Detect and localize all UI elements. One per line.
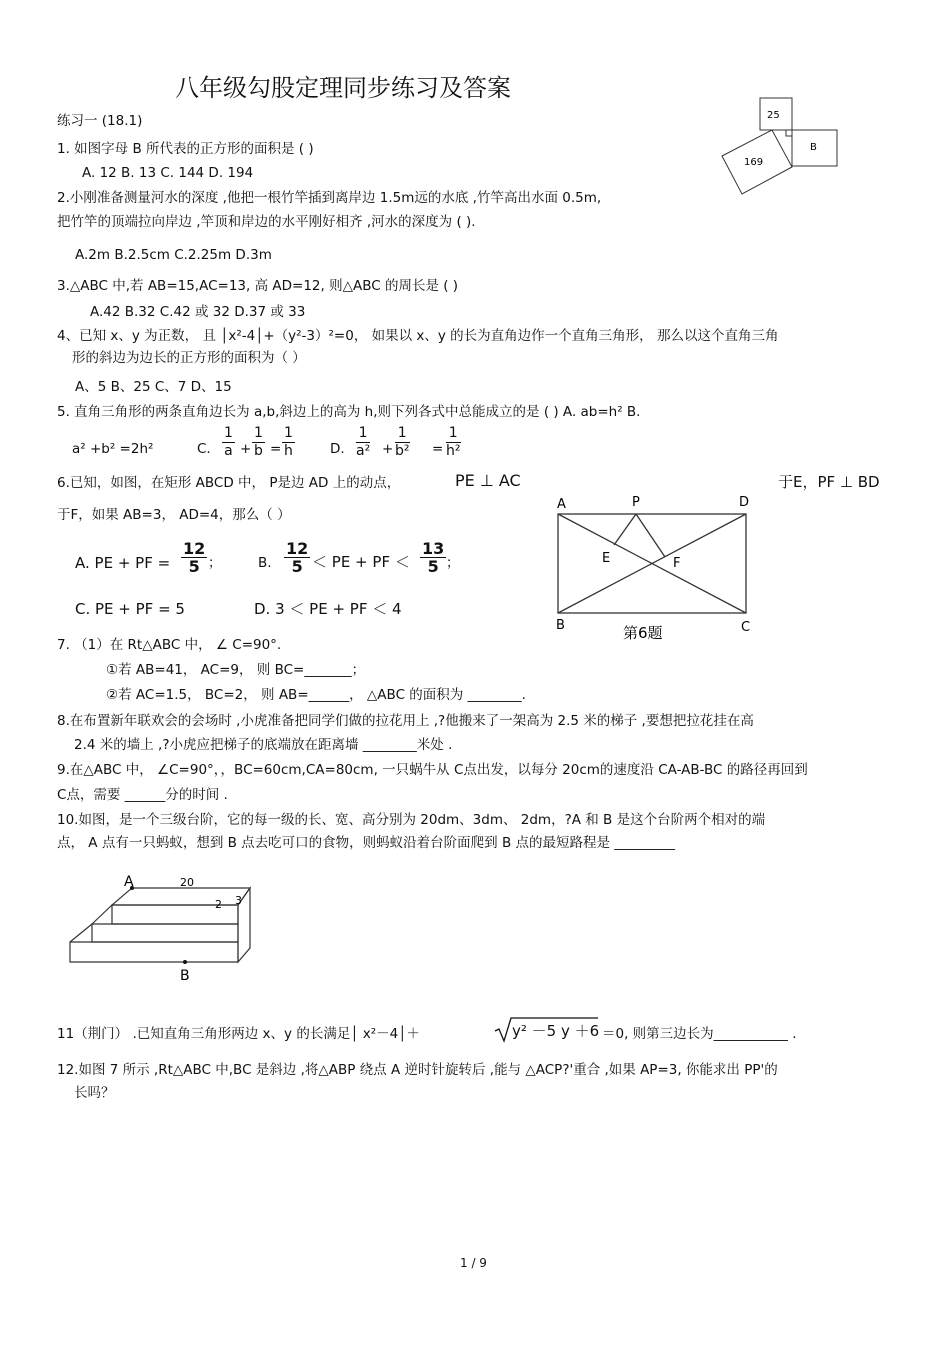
label-b: B xyxy=(556,618,565,633)
label-b: B xyxy=(180,968,190,984)
q6-option-b-label: B. xyxy=(258,555,272,571)
q2-line1: 2.小刚准备测量河水的深度 ,他把一根竹竿插到离岸边 1.5m远的水底 ,竹竿高出水面 0.5m, xyxy=(57,190,602,206)
q6-option-b-mid: ＜ PE + PF ＜ xyxy=(312,553,410,571)
q6-frac-12-5-b: $\frac{12}{5}$ xyxy=(286,539,309,576)
label-b: B xyxy=(810,142,817,153)
q3-stem: 3.△ABC 中,若 AB=15,AC=13, 高 AD=12, 则△ABC 的周长是 ( ) xyxy=(57,278,459,294)
q11-radicand: y² －5 y ＋6 xyxy=(512,1022,600,1040)
q7-line1: 7. （1）在 Rt△ABC 中， ∠ C=90°. xyxy=(57,637,282,653)
q5-option-c-label: C. xyxy=(197,441,211,457)
step-2 xyxy=(92,924,238,942)
q6-option-c: C. PE + PF = 5 xyxy=(75,600,185,618)
q6-option-a-label: A. PE + PF = xyxy=(75,554,171,572)
label-169: 169 xyxy=(744,157,764,168)
q6-rectangle-figure xyxy=(550,490,765,650)
segment-pe xyxy=(614,514,636,545)
q2-options: A.2m B.2.5cm C.2.25m D.3m xyxy=(75,247,272,263)
label-p: P xyxy=(632,495,640,510)
q10-line1: 10.如图，是一个三级台阶，它的每一级的长、宽、高分别为 20dm、3dm、 2dm，?A 和 B 是这个台阶两个相对的端 xyxy=(57,812,766,828)
q6-frac-12-5-a: $\frac{12}{5}$ xyxy=(183,539,206,576)
q8-line2: 2.4 米的墙上 ,?小虎应把梯子的底端放在距离墙 ________米处 . xyxy=(74,737,453,753)
q4-options: A、5 B、25 C、7 D、15 xyxy=(75,379,232,395)
q10-stairs-figure xyxy=(60,870,260,985)
q5-frac-1b2: $\frac{1}{\text{b²}}$ xyxy=(395,425,410,459)
q5-option-b: a² +b² =2h² xyxy=(72,441,154,457)
q4-line2: 形的斜边为边长的正方形的面积为（ ） xyxy=(72,350,306,366)
q5-eq-c: = xyxy=(270,441,282,457)
q7-line2: ①若 AB=41， AC=9， 则 BC=_______； xyxy=(106,662,366,678)
page-number: 1 / 9 xyxy=(460,1256,487,1270)
label-25: 25 xyxy=(767,110,780,121)
section-heading: 练习一 (18.1) xyxy=(57,113,143,129)
q4-line1: 4、已知 x、y 为正数， 且 │x²-4│+（y²-3）²=0， 如果以 x、y 的长为直角边作一个直角三角形， 那么以这个直角三角 xyxy=(57,328,779,344)
page-title: 八年级勾股定理同步练习及答案 xyxy=(175,74,511,102)
label-e: E xyxy=(602,551,611,566)
label-f: F xyxy=(673,556,681,571)
q3-options: A.42 B.32 C.42 或 32 D.37 或 33 xyxy=(90,304,306,320)
q12-line1: 12.如图 7 所示 ,Rt△ABC 中,BC 是斜边 ,将△ABP 绕点 A 逆时针旋转后 ,能与 △ACP?'重合 ,如果 AP=3, 你能求出 PP'的 xyxy=(57,1062,778,1078)
label-c: C xyxy=(741,620,751,635)
q6-line1b: 于E，PF ⊥ BD xyxy=(778,473,880,491)
q6-sep-a: ； xyxy=(208,555,222,571)
figure-caption: 第6题 xyxy=(623,624,663,642)
q5-option-d-label: D. xyxy=(330,441,345,457)
q8-line1: 8.在布置新年联欢会的会场时 ,小虎准备把同学们做的拉花用上 ,?他搬来了一架高为 2.5 米的梯子 ,要想把拉花挂在高 xyxy=(57,713,754,729)
q6-line2: 于F，如果 AB=3， AD=4，那么（ ） xyxy=(57,507,291,523)
q5-plus-c: + xyxy=(240,441,252,457)
q1-stem: 1. 如图字母 B 所代表的正方形的面积是 ( ) xyxy=(57,141,314,157)
point-b xyxy=(183,960,187,964)
right-angle-mark xyxy=(786,130,792,136)
q5-frac-1a: $\frac{1}{a}$ xyxy=(224,425,233,459)
q5-eq-d: = xyxy=(432,441,444,457)
q6-line1: 6.已知，如图，在矩形 ABCD 中， P是边 AD 上的动点， xyxy=(57,475,401,491)
q5-plus-d: + xyxy=(382,441,394,457)
label-a: A xyxy=(124,874,134,890)
q5-frac-1a2: $\frac{1}{\text{a²}}$ xyxy=(356,425,371,459)
label-width: 3 xyxy=(235,894,242,907)
label-a: A xyxy=(557,497,566,512)
segment-pf xyxy=(636,514,665,557)
q6-frac-13-5: $\frac{13}{5}$ xyxy=(422,539,445,576)
q5-frac-1h: $\frac{1}{h}$ xyxy=(284,425,293,459)
q5-line1: 5. 直角三角形的两条直角边长为 a,b,斜边上的高为 h,则下列各式中总能成立的是 ( ) A. ab=h² B. xyxy=(57,404,641,420)
q9-line2: C点，需要 ______分的时间 . xyxy=(57,787,228,803)
q1-square-figure xyxy=(715,95,840,200)
label-length: 20 xyxy=(180,876,194,889)
q2-line2: 把竹竿的顶端拉向岸边 ,竿顶和岸边的水平刚好相齐 ,河水的深度为 ( ). xyxy=(57,214,476,230)
step-1 xyxy=(70,942,238,962)
label-d: D xyxy=(739,495,750,510)
q1-options: A. 12 B. 13 C. 144 D. 194 xyxy=(82,165,254,181)
q6-condition: PE ⊥ AC xyxy=(455,471,521,490)
q5-frac-1h2: $\frac{1}{\text{h²}}$ xyxy=(446,425,461,459)
q11-post: ＝0, 则第三边长为___________ . xyxy=(602,1026,797,1042)
q9-line1: 9.在△ABC 中， ∠C=90°，，BC=60cm,CA=80cm, 一只蜗牛从 C点出发，以每分 20cm的速度沿 CA-AB-BC 的路径再回到 xyxy=(57,762,808,778)
q5-frac-1b: $\frac{1}{b}$ xyxy=(254,425,263,459)
q10-line2: 点， A 点有一只蚂蚁，想到 B 点去吃可口的食物，则蚂蚁沿着台阶面爬到 B 点的最短路程是 _________ xyxy=(57,835,676,851)
q12-line2: 长吗？ xyxy=(74,1085,115,1101)
label-height: 2 xyxy=(215,898,222,911)
q7-line3: ②若 AC=1.5， BC=2， 则 AB=______， △ABC 的面积为 ________. xyxy=(106,687,526,703)
top-face xyxy=(112,888,250,905)
q6-sep-b: ； xyxy=(446,555,460,571)
q6-option-d: D. 3 ＜ PE + PF ＜ 4 xyxy=(254,600,402,618)
q11-pre: 11（荆门） .已知直角三角形两边 x、y 的长满足│ x²－4│＋ xyxy=(57,1026,420,1042)
